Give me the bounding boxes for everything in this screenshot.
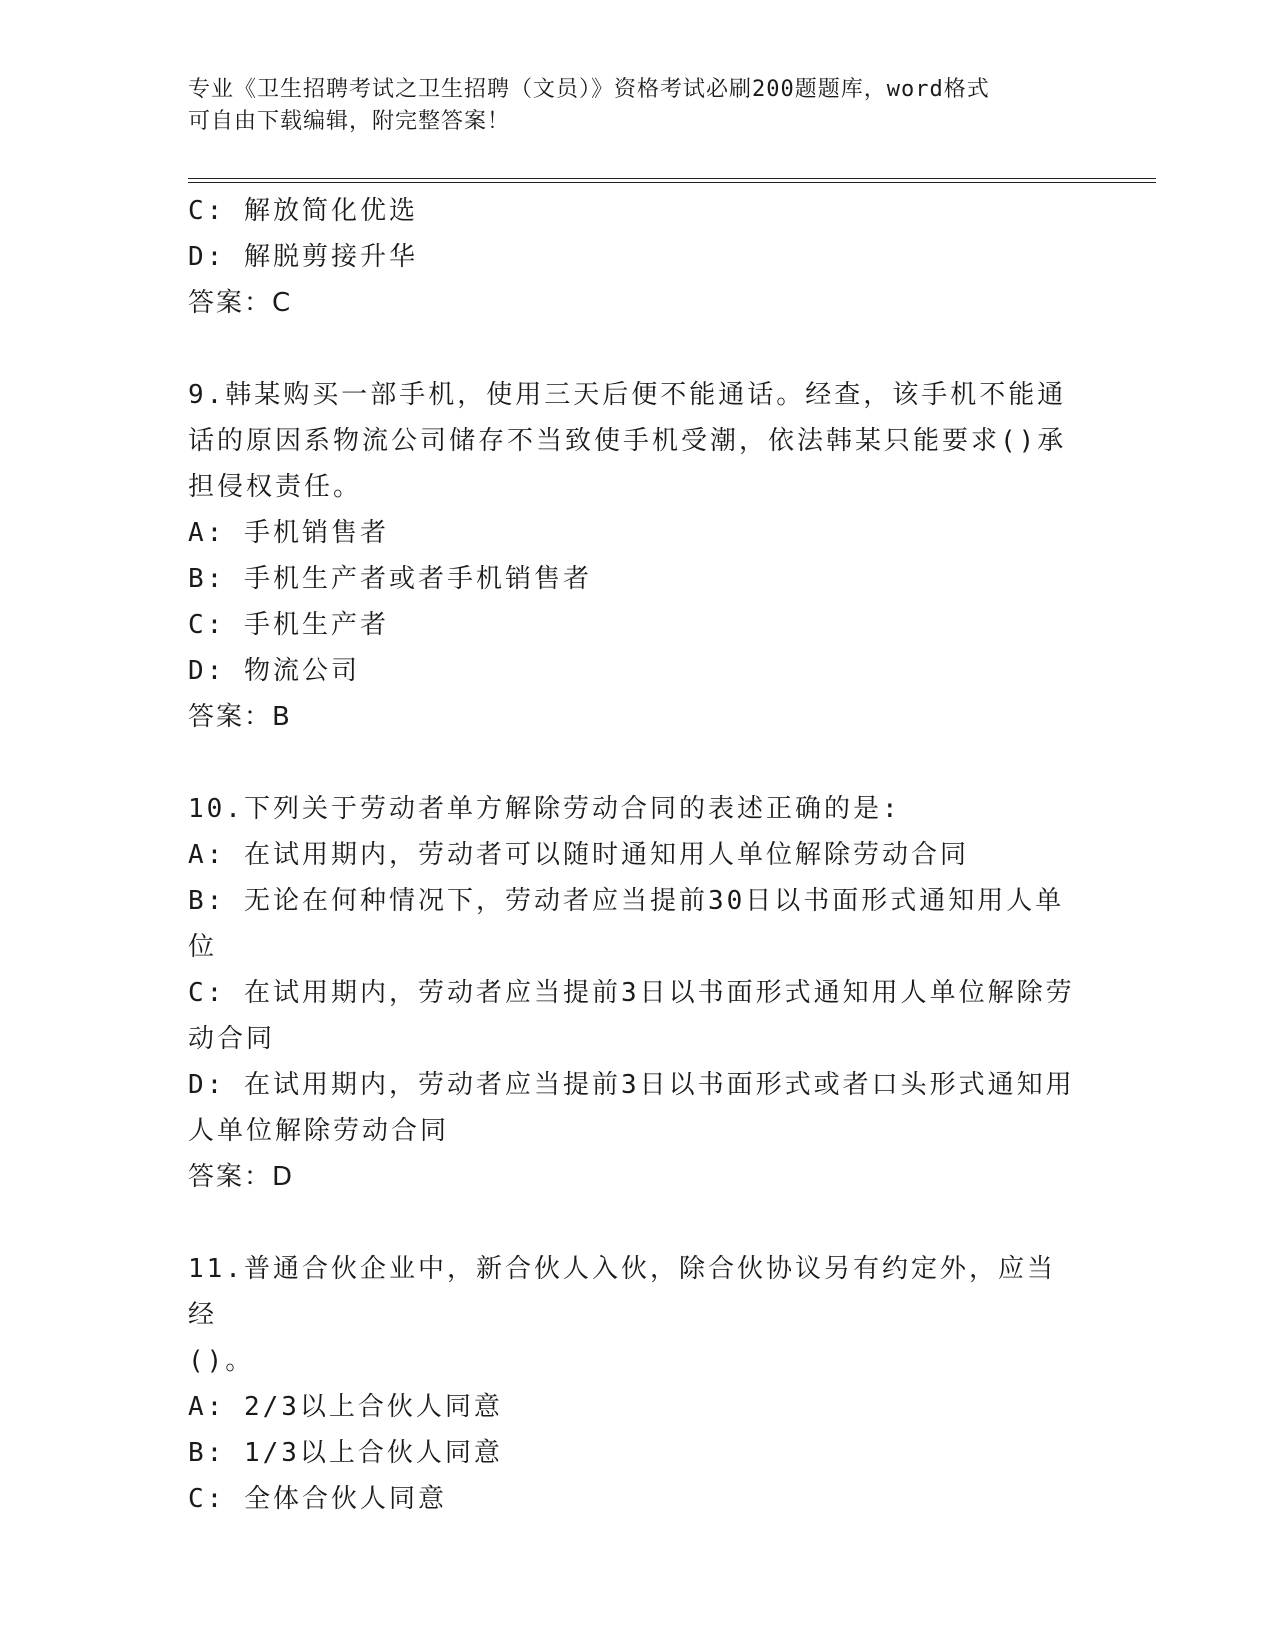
option-c: C: 在试用期内，劳动者应当提前3日以书面形式通知用人单位解除劳 [188, 978, 1075, 1008]
question-11 [188, 1246, 1078, 1522]
header-line-1: 专业《卫生招聘考试之卫生招聘（文员）》资格考试必刷200题题库，word格式 [188, 77, 990, 102]
header-divider [188, 178, 1156, 183]
answer: 答案：C [188, 288, 293, 318]
spacer [188, 740, 1078, 786]
option-d: D: 物流公司 [188, 656, 360, 686]
option-c: C: 全体合伙人同意 [188, 1484, 447, 1514]
question-8-tail [188, 188, 1078, 326]
question-content [188, 188, 1078, 1522]
option-d-continued: 人单位解除劳动合同 [188, 1116, 450, 1146]
question-stem: 担侵权责任。 [188, 472, 363, 502]
document-header [188, 74, 1068, 138]
answer: 答案：D [188, 1162, 295, 1192]
option-a: A: 手机销售者 [188, 518, 389, 548]
option-a: A: 在试用期内，劳动者可以随时通知用人单位解除劳动合同 [188, 840, 969, 870]
option-d: D: 解脱剪接升华 [188, 242, 418, 272]
option-c-continued: 动合同 [188, 1024, 276, 1054]
question-stem: 10.下列关于劳动者单方解除劳动合同的表述正确的是: [188, 794, 901, 824]
option-a: A: 2/3以上合伙人同意 [188, 1392, 503, 1422]
question-stem: 话的原因系物流公司储存不当致使手机受潮，依法韩某只能要求()承 [188, 426, 1067, 456]
header-line-2: 可自由下载编辑，附完整答案！ [188, 109, 511, 134]
option-d: D: 在试用期内，劳动者应当提前3日以书面形式或者口头形式通知用 [188, 1070, 1075, 1100]
question-stem: ()。 [188, 1346, 255, 1376]
spacer [188, 326, 1078, 372]
question-stem: 11.普通合伙企业中，新合伙人入伙，除合伙协议另有约定外，应当经 [188, 1254, 1056, 1330]
option-c: C: 手机生产者 [188, 610, 389, 640]
spacer [188, 1200, 1078, 1246]
option-c: C: 解放简化优选 [188, 196, 418, 226]
question-9 [188, 372, 1078, 740]
option-b: B: 手机生产者或者手机销售者 [188, 564, 592, 594]
answer: 答案：B [188, 702, 292, 732]
option-b-continued: 位 [188, 932, 218, 962]
option-b: B: 1/3以上合伙人同意 [188, 1438, 503, 1468]
question-10 [188, 786, 1078, 1200]
option-b: B: 无论在何种情况下，劳动者应当提前30日以书面形式通知用人单 [188, 886, 1065, 916]
question-stem: 9.韩某购买一部手机，使用三天后便不能通话。经查，该手机不能通 [188, 380, 1067, 410]
